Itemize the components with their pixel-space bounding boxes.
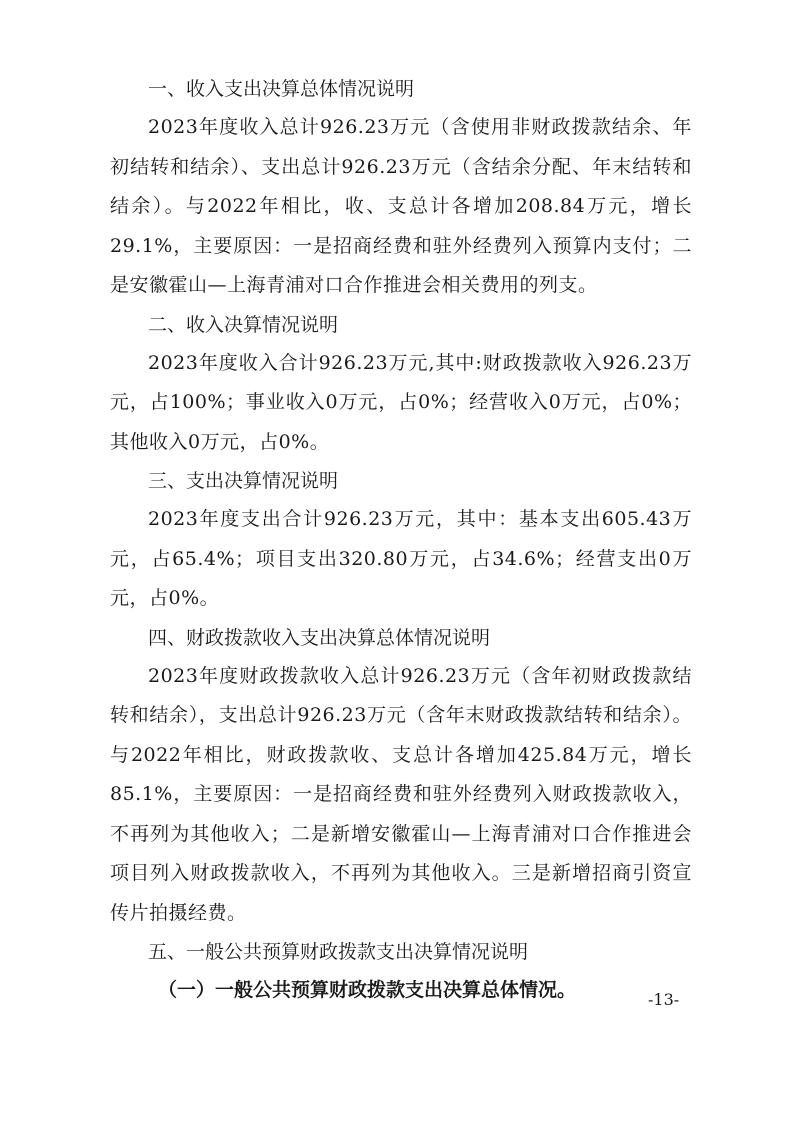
section-heading: 二、收入决算情况说明 xyxy=(148,313,339,336)
page-number: -13- xyxy=(648,990,680,1009)
section-body: 2023年度支出合计926.23万元，其中：基本支出605.43万元，占65.4%；项目支出320.80万元，占34.6%；经营支出0万元，占0%。 xyxy=(110,508,692,609)
document-page xyxy=(110,70,692,1009)
section-body: 2023年度财政拨款收入总计926.23万元（含年初财政拨款结转和结余），支出总计926.23万元（含年末财政拨款结转和结余）。与2022年相比，财政拨款收、支总计各增加425.84万元，增长85.1%，主要原因：一是招商经费和驻外经费列入财政拨款收入，不再列为其他收入；二是新增安徽霍山—上海青浦对口合作推进会项目列入财政拨款收入，不再列为其他收入。三是新增招商引资宣传片拍摄经费。 xyxy=(110,664,692,924)
section-body: 2023年度收入合计926.23万元,其中:财政拨款收入926.23万元，占100%；事业收入0万元，占0%；经营收入0万元，占0%；其他收入0万元，占0%。 xyxy=(110,351,692,453)
section-heading: 四、财政拨款收入支出决算总体情况说明 xyxy=(148,626,491,649)
subsection-heading: （一）一般公共预算财政拨款支出决算总体情况。 xyxy=(158,979,577,1001)
section-body: 2023年度收入总计926.23万元（含使用非财政拨款结余、年初结转和结余）、支出总计926.23万元（含结余分配、年末结转和结余）。与2022年相比，收、支总计各增加208.84万元，增长29.1%，主要原因：一是招商经费和驻外经费列入预算内支付；二是安徽霍山—上海青浦对口合作推进会相关费用的列支。 xyxy=(110,116,692,296)
section-heading: 五、一般公共预算财政拨款支出决算情况说明 xyxy=(148,941,529,963)
section-heading: 三、支出决算情况说明 xyxy=(148,470,339,492)
section-heading: 一、收入支出决算总体情况说明 xyxy=(148,78,415,100)
